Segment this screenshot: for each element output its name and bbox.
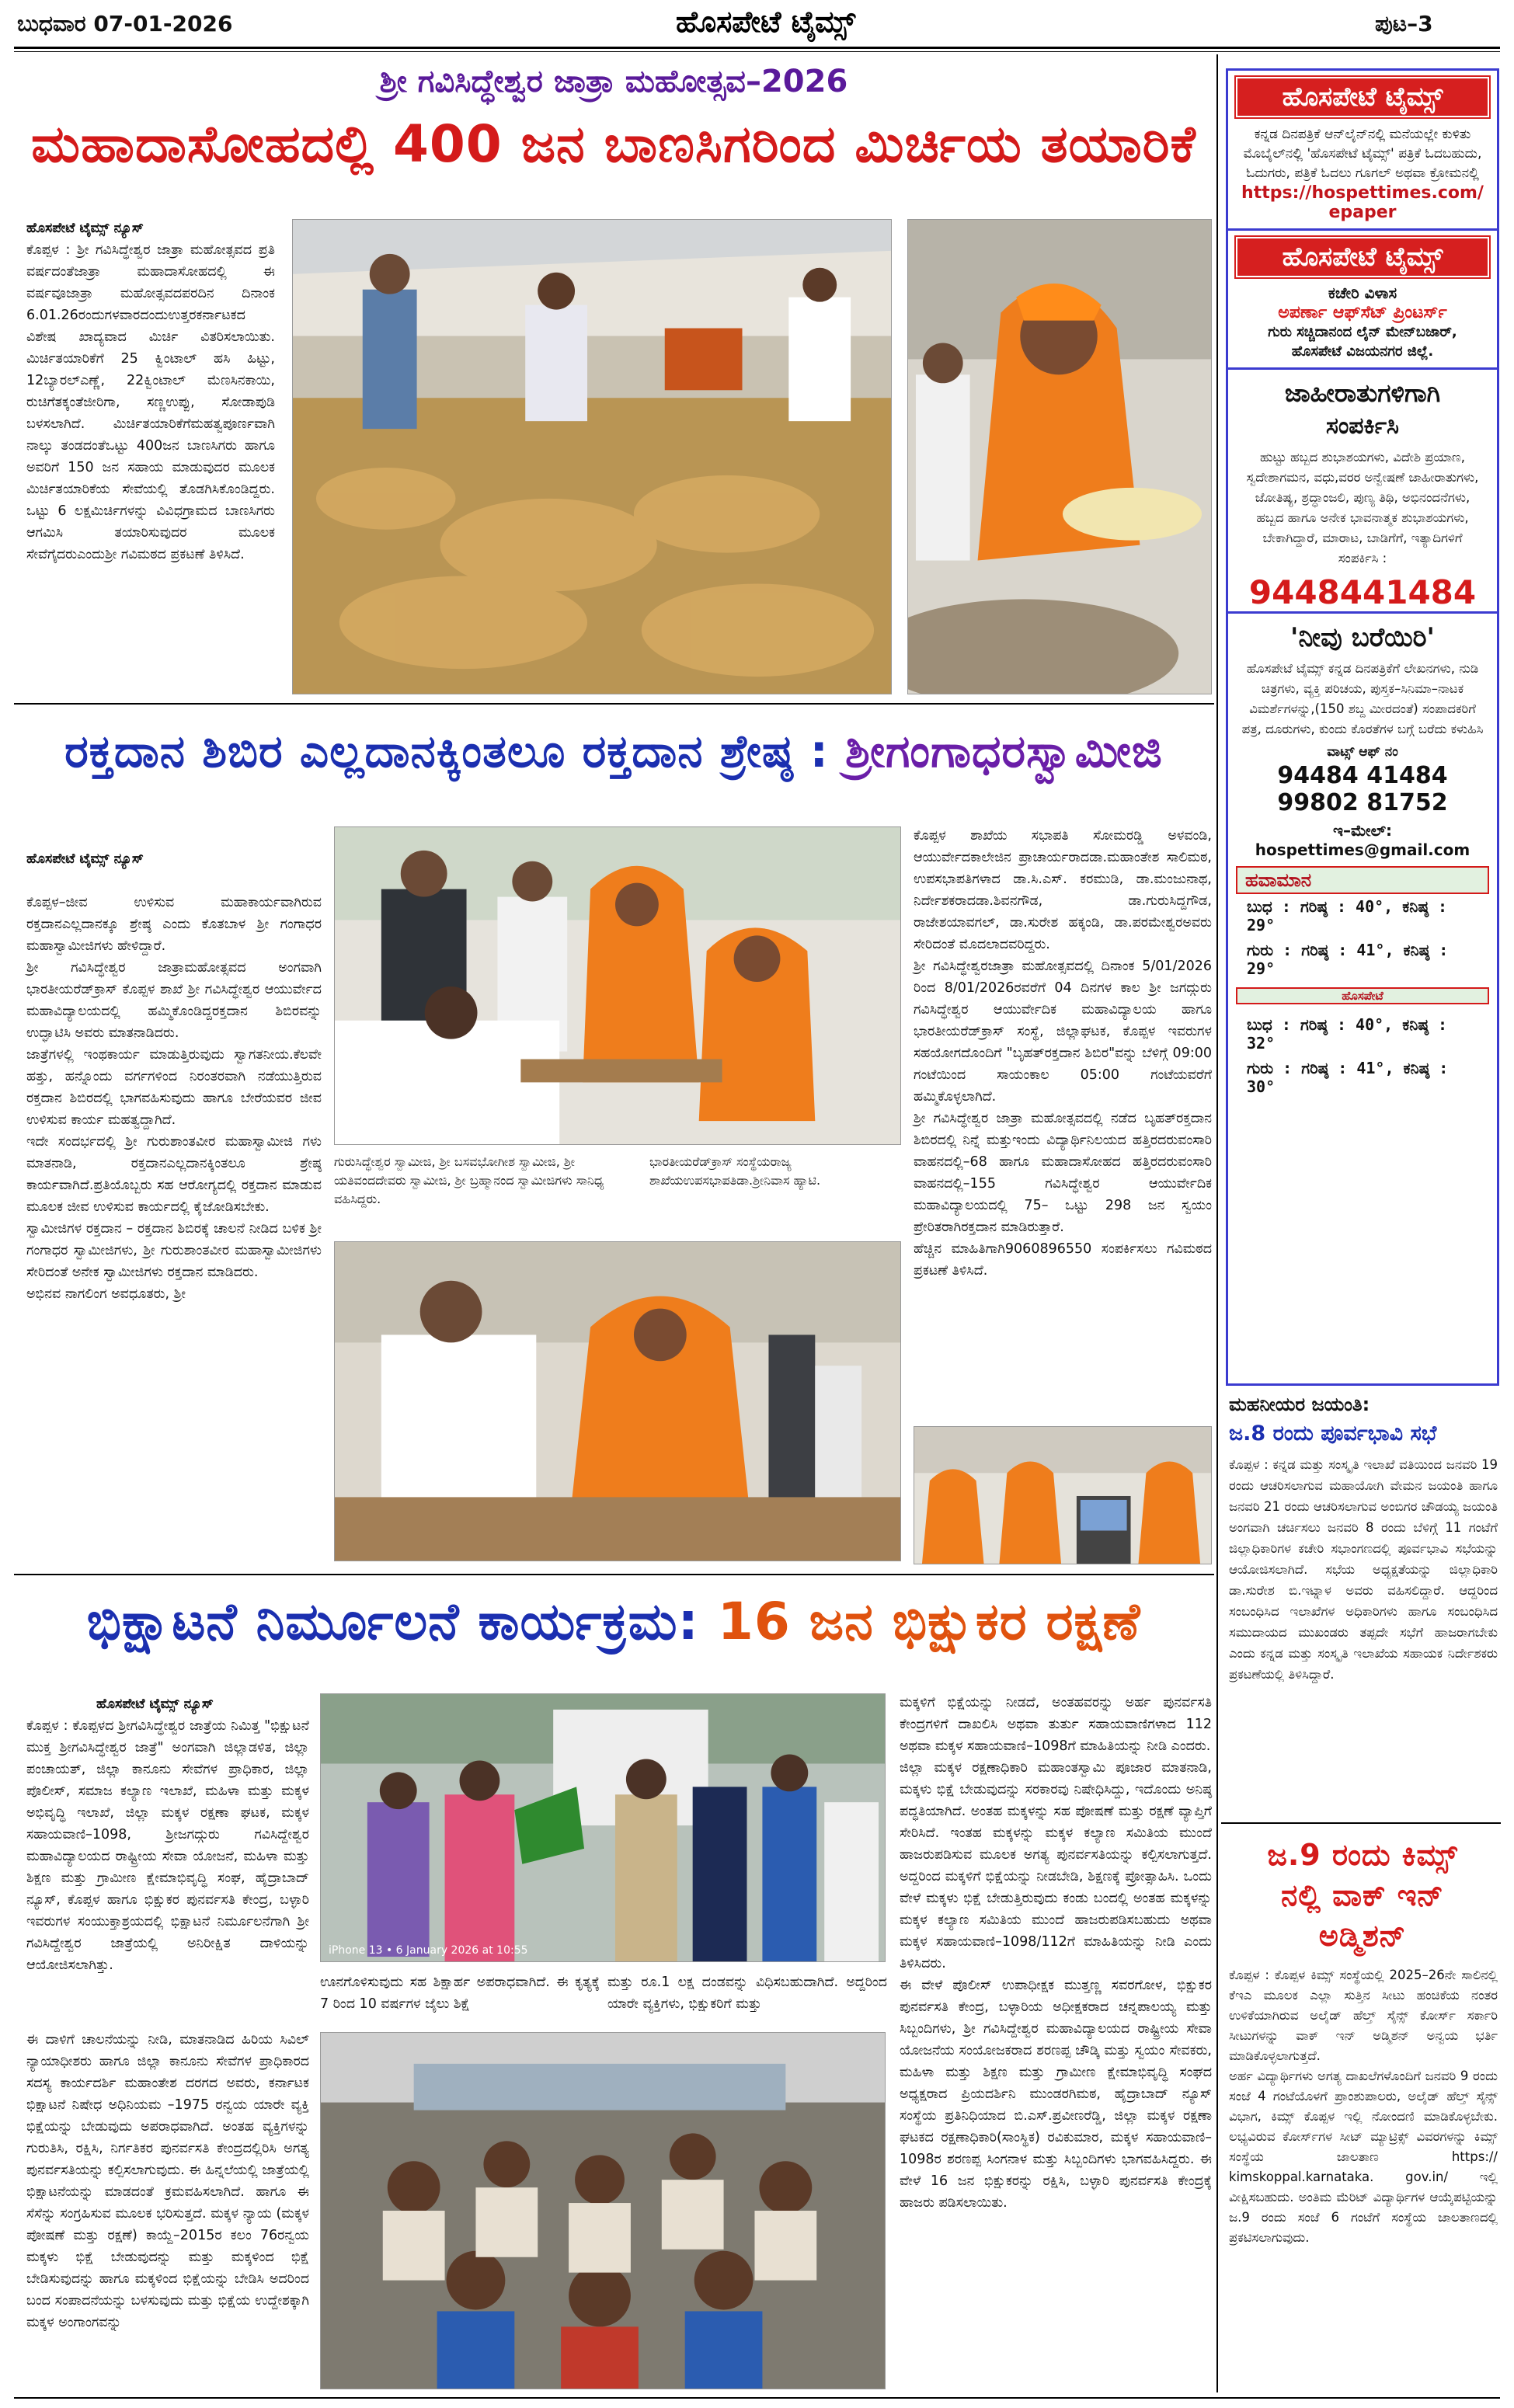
photo-blood-donation-3 [914, 1426, 1212, 1564]
story3-mid-left: ಊನಗೊಳಿಸುವುದು ಸಹ ಶಿಕ್ಷಾರ್ಹ ಅಪರಾಧವಾಗಿದೆ. ಈ ಕೃತ್ಯಕ್ಕೆ 7 ರಿಂದ 10 ವರ್ಷಗಳ ಜೈಲು ಶಿಕ್ಷೆ [320, 1975, 600, 2012]
epaper-link-suffix[interactable]: epaper [1328, 203, 1397, 222]
sidebar-online-text: ಕನ್ನಡ ದಿನಪತ್ರಿಕೆ ಆನ್‌ಲೈನ್‌ನಲ್ಲಿ ಮನೆಯಲ್ಲೇ ಕುಳಿತು ಮೊಬೈಲ್‌ನಲ್ಲಿ 'ಹೊಸಪೇಟೆ ಟೈಮ್ಸ್' ಪತ್ರಿಕೆ ಓದಬಹುದು, ಓದುಗರು, ಪತ್ರಿಕೆ ಓದಲು ಗೂಗಲ್ ಅಥವಾ ಕ್ರೋಮನಲ್ಲಿ [1243, 127, 1482, 181]
story3-byline: ಹೊಸಪೇಟೆ ಟೈಮ್ಸ್ ನ್ಯೂಸ್ [96, 1696, 214, 1712]
footer-rule [14, 2397, 1500, 2399]
brief1-kicker: ಮಹನೀಯರ ಜಯಂತಿ: [1229, 1394, 1370, 1415]
whatsapp-label: ವಾಟ್ಸ್ ಆಫ್ ನಂ [1327, 744, 1398, 760]
sidebar-logo-1: ಹೊಸಪೇಟೆ ಟೈಮ್ಸ್ [1236, 77, 1489, 117]
story2-caption1: ಗುರುಸಿದ್ಧೇಶ್ವರ ಸ್ವಾಮೀಜಿ, ಶ್ರೀ ಬಸವಭೋಗೀಶ ಸ್ವಾಮೀಜಿ, ಶ್ರೀ ಯತಿವಂದದೇವರು ಸ್ವಾಮೀಜಿ, ಶ್ರೀ ಬ್ರಹ್ಮಾನಂದ ಸ್ವಾಮೀಜಿಗಳು ಸಾನಿಧ್ಯ ವಹಿಸಿದ್ದರು. [334, 1154, 604, 1206]
story3-col1-top [26, 1693, 309, 1976]
page-number: ಪುಟ–3 [1375, 11, 1433, 37]
weather-row-thu-2: ಗುರು : ಗರಿಷ್ಠ : 41°, ಕನಿಷ್ಠ : 30° [1247, 1059, 1449, 1096]
photo-swamiji-serving [907, 219, 1212, 694]
weather-row-wed-2: ಬುಧ : ಗರಿಷ್ಠ : 40°, ಕನಿಷ್ಠ : 32° [1247, 1015, 1448, 1053]
story1-body [26, 217, 275, 565]
sidebar-panel [1226, 68, 1499, 1386]
write-to-us-title: 'ನೀವು ಬರೆಯಿರಿ' [1290, 622, 1435, 653]
whatsapp-phone-2[interactable]: 99802 81752 [1277, 789, 1448, 816]
brief1-title: ಜ.8 ರಂದು ಪೂರ್ವಭಾವಿ ಸಭೆ [1229, 1421, 1437, 1446]
story3-headline-number: 16 ಜನ ಭಿಕ್ಷುಕರ ರಕ್ಷಣೆ [717, 1592, 1141, 1651]
brief2-body: ಕೊಪ್ಪಳ : ಕೊಪ್ಪಳ ಕಿಮ್ಸ್ ಸಂಸ್ಥೆಯಲ್ಲಿ 2025–26ನೇ ಸಾಲಿನಲ್ಲಿ ಕೆಇಎ ಮೂಲಕ ಎಲ್ಲಾ ಸುತ್ತಿನ ಸೀಟು ಹಂಚಿಕೆಯ ನಂತರ ಉಳಿಕೆಯಾಗಿರುವ ಅಲೈಡ್ ಹೆಲ್ತ್ ಸೈನ್ಸ್ ಕೋರ್ಸ್ ಸರ್ಕಾರಿ ಸೀಟುಗಳನ್ನು ವಾಕ್ ಇನ್ ಅಡ್ಮಿಶನ್ ಅನ್ವಯ ಭರ್ತಿ ಮಾಡಿಕೊಳ್ಳಲಾಗುತ್ತದೆ. ಅರ್ಹ ವಿದ್ಯಾರ್ಥಿಗಳು ಅಗತ್ಯ ದಾಖಲೆಗಳೊಂದಿಗೆ ಜನವರಿ 9 ರಂದು ಸಂಜೆ 4 ಗಂಟೆಯೊಳಗೆ ಪ್ರಾಂಶುಪಾಲರು, ಅಲೈಡ್ ಹೆಲ್ತ್ ಸೈನ್ಸ್ ವಿಭಾಗ, ಕಿಮ್ಸ್ ಕೊಪ್ಪಳ ಇಲ್ಲಿ ನೋಂದಣಿ ಮಾಡಿಕೊಳ್ಳಬೇಕು. ಲಭ್ಯವಿರುವ ಕೋರ್ಸ್‌ಗಳ ಸೀಟ್ ಮ್ಯಾಟ್ರಿಕ್ಸ್ ವಿವರಗಳನ್ನು ಕಿಮ್ಸ್ ಸಂಸ್ಥೆಯ ಜಾಲತಾಣ https:// kimskoppal.karnataka. gov.in/ ಇಲ್ಲಿ ವೀಕ್ಷಿಸಬಹುದು. ಅಂತಿಮ ಮೆರಿಟ್ ವಿದ್ಯಾರ್ಥಿಗಳ ಆಯ್ಕೆಪಟ್ಟಿಯನ್ನು ಜ.9 ರಂದು ಸಂಜೆ 6 ಗಂಟೆಗೆ ಸಂಸ್ಥೆಯ ಜಾಲತಾಣದಲ್ಲಿ ಪ್ರಕಟಿಸಲಾಗುವುದು. [1229, 1968, 1498, 2245]
story2-headline [16, 727, 1212, 777]
weather-row-wed-1: ಬುಧ : ಗರಿಷ್ಠ : 40°, ಕನಿಷ್ಠ : 29° [1247, 897, 1448, 934]
photo-timestamp: iPhone 13 • 6 January 2026 at 10:55 [329, 1944, 528, 1957]
story3-col1-top-text: ಕೊಪ್ಪಳ : ಕೊಪ್ಪಳದ ಶ್ರೀಗವಿಸಿದ್ಧೇಶ್ವರ ಜಾತ್ರೆಯ ನಿಮಿತ್ತ "ಭಿಕ್ಷುಟನೆ ಮುಕ್ತ ಶ್ರೀಗವಿಸಿದ್ಧೇಶ್ವರ ಜಾತ್ರೆ" ಅಂಗವಾಗಿ ಜಿಲ್ಲಾಡಳಿತ, ಜಿಲ್ಲಾ ಪಂಚಾಯತ್, ಜಿಲ್ಲಾ ಕಾನೂನು ಸೇವೆಗಳ ಪ್ರಾಧಿಕಾರ, ಜಿಲ್ಲಾ ಪೊಲೀಸ್, ಸಮಾಜ ಕಲ್ಯಾಣ ಇಲಾಖೆ, ಮಹಿಳಾ ಮತ್ತು ಮಕ್ಕಳ ಅಭಿವೃದ್ಧಿ ಇಲಾಖೆ, ಜಿಲ್ಲಾ ಮಕ್ಕಳ ರಕ್ಷಣಾ ಘಟಕ, ಮಕ್ಕಳ ಸಹಾಯವಾಣಿ–1098, ಶ್ರೀಜಗದ್ಗುರು ಗವಿಸಿದ್ದೇಶ್ವರ ಮಹಾವಿದ್ಯಾಲಯದ ರಾಷ್ಟ್ರೀಯ ಸೇವಾ ಯೋಜನೆ, ಮಹಿಳಾ ಮತ್ತು ಶಿಕ್ಷಣ ಮತ್ತು ಗ್ರಾಮೀಣ ಕ್ಷೇಮಾಭಿವೃದ್ಧಿ ಸಂಘ, ಹೈದ್ರಾಬಾದ್ ನ್ಯೂಸ್, ಕೊಪ್ಪಳ ಹಾಗೂ ಭಿಕ್ಷುಕರ ಪುನರ್ವಸತಿ ಕೇಂದ್ರ, ಬಳ್ಳಾರಿ ಇವರುಗಳ ಸಂಯುಕ್ತಾಶ್ರಯದಲ್ಲಿ ಭಿಕ್ಷಾಟನೆ ನಿರ್ಮೂಲನೆಗಾಗಿ ಶ್ರೀ ಗವಿಸಿದ್ದೇಶ್ವರ ಜಾತ್ರೆಯಲ್ಲಿ ಅನಿರೀಕ್ಷಿತ ದಾಳಿಯನ್ನು ಆಯೋಜಿಸಲಾಗಿತ್ತು. [26, 1718, 309, 1973]
story2-headline-main: ರಕ್ತದಾನ ಶಿಬಿರ ಎಲ್ಲದಾನಕ್ಕಿಂತಲೂ ರಕ್ತದಾನ ಶ್ರೇಷ್ಠ : [64, 725, 845, 778]
story3-headline-main: ಭಿಕ್ಷಾಟನೆ ನಿರ್ಮೂಲನೆ ಕಾರ್ಯಕ್ರಮ: [86, 1592, 718, 1651]
story3-col2: ಮಕ್ಕಳಿಗೆ ಭಿಕ್ಷೆಯನ್ನು ನೀಡದೆ, ಅಂತಹವರನ್ನು ಅರ್ಹ ಪುನರ್ವಸತಿ ಕೇಂದ್ರಗಳಿಗೆ ದಾಖಲಿಸಿ ಅಥವಾ ತುರ್ತು ಸಹಾಯವಾಣಿಗಳಾದ 112 ಅಥವಾ ಮಕ್ಕಳ ಸಹಾಯವಾಣಿ–1098ಗೆ ಮಾಹಿತಿಯನ್ನು ನೀಡಿ ಎಂದರು. ಜಿಲ್ಲಾ ಮಕ್ಕಳ ರಕ್ಷಣಾಧಿಕಾರಿ ಮಹಾಂತಸ್ವಾಮಿ ಪೂಜಾರ ಮಾತನಾಡಿ, ಮಕ್ಕಳು ಭಿಕ್ಷೆ ಬೇಡುವುದನ್ನು ಸರಕಾರವು ನಿಷೇಧಿಸಿದ್ದು, ಇದೊಂದು ಅನಿಷ್ಠ ಪದ್ಧತಿಯಾಗಿದೆ. ಅಂತಹ ಮಕ್ಕಳನ್ನು ಸಹ ಪೋಷಣೆ ಮತ್ತು ರಕ್ಷಣೆ ವ್ಯಾಪ್ತಿಗೆ ಸೇರಿಸಿದೆ. ಇಂತಹ ಮಕ್ಕಳನ್ನು ಮಕ್ಕಳ ಕಲ್ಯಾಣ ಸಮಿತಿಯ ಮುಂದೆ ಹಾಜರುಪಡಿಸುವ ಮೂಲಕ ಅಗತ್ಯ ಪುನರ್ವಸತಿಯನ್ನು ಕಲ್ಪಿಸಲಾಗುತ್ತದೆ. ಅದ್ದರಿಂದ ಮಕ್ಕಳಿಗೆ ಭಿಕ್ಷೆಯನ್ನು ನೀಡಬೇಡಿ, ಶಿಕ್ಷಣಕ್ಕೆ ಪ್ರೋತ್ಸಾಹಿಸಿ. ಒಂದು ವೇಳೆ ಮಕ್ಕಳು ಭಿಕ್ಷೆ ಬೇಡುತ್ತಿರುವುದು ಕಂಡು ಬಂದಲ್ಲಿ ಅಂತಹ ಮಕ್ಕಳನ್ನು ಮಕ್ಕಳ ಕಲ್ಯಾಣ ಸಮಿತಿಯ ಮುಂದೆ ಹಾಜರುಪಡಿಸಬಹುದು ಅಥವಾ ಮಕ್ಕಳ ಸಹಾಯವಾಣಿ–1098/112ಗೆ ಮಾಹಿತಿಯನ್ನು ನೀಡಿ ಎಂದು ತಿಳಿಸಿದರು. ಈ ವೇಳೆ ಪೊಲೀಸ್ ಉಪಾಧೀಕ್ಷಕ ಮುತ್ತಣ್ಣ ಸವರಗೋಳ, ಭಿಕ್ಷುಕರ ಪುನರ್ವಸತಿ ಕೇಂದ್ರ, ಬಳ್ಳಾರಿಯ ಅಧೀಕ್ಷಕರಾದ ಚನ್ನಪಾಲಯ್ಯ ಮತ್ತು ಸಿಬ್ಬಂದಿಗಳು, ಶ್ರೀ ಗವಿಸಿದ್ದೇಶ್ವರ ಮಹಾವಿದ್ಯಾಲಯದ ರಾಷ್ಟ್ರೀಯ ಸೇವಾ ಯೋಜನೆಯ ಸಂಯೋಜಕರಾದ ಶರಣಪ್ಪ ಚೌಡ್ಕಿ ಮತ್ತು ಸ್ವಯಂ ಸೇವಕರು, ಮಹಿಳಾ ಮತ್ತು ಶಿಕ್ಷಣ ಮತ್ತು ಗ್ರಾಮೀಣ ಕ್ಷೇಮಾಭಿವೃದ್ಧಿ ಸಂಘದ ಅಧ್ಯಕ್ಷರಾದ ಪ್ರಿಯದರ್ಶಿನಿ ಮುಂಡರಗಿಮಠ, ಹೈದ್ರಾಬಾದ್ ನ್ಯೂಸ್ ಸಂಸ್ಥೆಯ ಪ್ರತಿನಿಧಿಯಾದ ಬಿ.ಎಸ್.ಪ್ರವೀಣರೆಡ್ಡಿ, ಜಿಲ್ಲಾ ಮಕ್ಕಳ ರಕ್ಷಣಾ ಘಟಕದ ರಕ್ಷಣಾಧಿಕಾರಿ(ಸಾಂಸ್ಥಿಕ) ರವಿಕುಮಾರ, ಮಕ್ಕಳ ಸಹಾಯವಾಣಿ–1098ರ ಶರಣಪ್ಪ ಸಿಂಗನಾಳ ಮತ್ತು ಸಿಬ್ಬಂದಿಗಳು ಭಾಗವಹಿಸಿದ್ದರು. ಈ ವೇಳೆ 16 ಜನ ಭಿಕ್ಷುಕರನ್ನು ರಕ್ಷಿಸಿ, ಬಳ್ಳಾರಿ ಪುನರ್ವಸತಿ ಕೇಂದ್ರಕ್ಕೆ ಹಾಜರು ಪಡಿಸಲಾಯಿತು. [900, 1695, 1212, 2211]
weather-city: ಹೊಸಪೇಟೆ [1236, 987, 1489, 1004]
story2-caption2: ಭಾರತೀಯರೆಡ್‌ಕ್ರಾಸ್ ಸಂಸ್ಥೆಯರಾಜ್ಯ ಶಾಖೆಯಉಪಸಭಾಪತಿಡಾ.ಶ್ರೀನಿವಾಸ ಹ್ಯಾಟಿ. [649, 1154, 821, 1188]
story1-headline: ಮಹಾದಾಸೋಹದಲ್ಲಿ 400 ಜನ ಬಾಣಸಿಗರಿಂದ ಮಿರ್ಚಿಯ ತಯಾರಿಕೆ [31, 114, 1196, 174]
ads-title-contact: ಸಂಪರ್ಕಿಸಿ [1326, 412, 1399, 440]
brief-rule [1221, 1822, 1501, 1824]
story3-mid-right: ಮತ್ತು ರೂ.1 ಲಕ್ಷ ದಂಡವನ್ನು ವಿಧಿಸಬಹುದಾಗಿದೆ. ಅದ್ದರಿಂದ ಯಾರೇ ವ್ಯಕ್ತಿಗಳು, ಭಿಕ್ಷುಕರಿಗೆ ಮತ್ತು [607, 1975, 887, 2012]
write-to-us-text: ಹೊಸಪೇಟೆ ಟೈಮ್ಸ್ ಕನ್ನಡ ದಿನಪತ್ರಿಕೆಗೆ ಲೇಖನಗಳು, ನುಡಿ ಚಿತ್ರಗಳು, ವ್ಯಕ್ತಿ ಪರಿಚಯ, ಪುಸ್ತಕ–ಸಿನಿಮಾ–ನಾಟಕ ವಿಮರ್ಶೆಗಳನ್ನು,(150 ಶಬ್ದ ಮೀರದಂತೆ) ಸಂಪಾದಕರಿಗೆ ಪತ್ರ, ದೂರುಗಳು, ಕುಂದು ಕೊರತೆಗಳ ಬಗ್ಗೆ ಬರೆದು ಕಳುಹಿಸಿ [1241, 661, 1484, 736]
brief2-title [1226, 1835, 1499, 1956]
ads-title: ಜಾಹೀರಾತುಗಳಿಗಾಗಿ [1284, 378, 1441, 408]
issue-date: ಬುಧವಾರ 07-01-2026 [17, 11, 233, 37]
photo-mirchi-preparation [292, 219, 892, 694]
weather-row-thu-1: ಗುರು : ಗರಿಷ್ಠ : 41°, ಕನಿಷ್ಠ : 29° [1247, 941, 1449, 978]
masthead-title: ಹೊಸಪೇಟೆ ಟೈಮ್ಸ್ [676, 5, 856, 39]
brief1-body: ಕೊಪ್ಪಳ : ಕನ್ನಡ ಮತ್ತು ಸಂಸ್ಕೃತಿ ಇಲಾಖೆ ವತಿಯಿಂದ ಜನವರಿ 19 ರಂದು ಆಚರಿಸಲಾಗುವ ಮಹಾಯೋಗಿ ವೇಮನ ಜಯಂತಿ ಹಾಗೂ ಜನವರಿ 21 ರಂದು ಆಚರಿಸಲಾಗುವ ಅಂಬಿಗರ ಚೌಡಯ್ಯ ಜಯಂತಿ ಅಂಗವಾಗಿ ಚರ್ಚಿಸಲು ಜನವರಿ 8 ರಂದು ಬೆಳಿಗ್ಗೆ 11 ಗಂಟೆಗೆ ಜಿಲ್ಲಾಧಿಕಾರಿಗಳ ಕಚೇರಿ ಸಭಾಂಗಣದಲ್ಲಿ ಪೂರ್ವಭಾವಿ ಸಭೆಯನ್ನು ಆಯೋಜಿಸಲಾಗಿದೆ. ಸಭೆಯ ಅಧ್ಯಕ್ಷತೆಯನ್ನು ಜಿಲ್ಲಾಧಿಕಾರಿ ಡಾ.ಸುರೇಶ ಬಿ.ಇಟ್ನಾಳ ಅವರು ವಹಿಸಲಿದ್ದಾರೆ. ಆದ್ದರಿಂದ ಸಂಬಂಧಿಸಿದ ಇಲಾಖೆಗಳ ಅಧಿಕಾರಿಗಳು ಹಾಗೂ ಸಂಬಂಧಿಸಿದ ಸಮುದಾಯದ ಮುಖಂಡರು ತಪ್ಪದೇ ಸಭೆಗೆ ಹಾಜರಾಗಬೇಕು ಎಂದು ಕನ್ನಡ ಮತ್ತು ಸಂಸ್ಕೃತಿ ಇಲಾಖೆಯ ಸಹಾಯಕ ನಿರ್ದೇಶಕರು ಪ್ರಕಟಣೆಯಲ್ಲಿ ತಿಳಿಸಿದ್ದಾರೆ. [1229, 1457, 1498, 1682]
ads-phone[interactable]: 9448441484 [1248, 573, 1477, 611]
photo-blood-donation-1 [334, 826, 901, 1145]
sidebar-separator [1216, 54, 1218, 2392]
story1-kicker: ಶ್ರೀ ಗವಿಸಿದ್ಧೇಶ್ವರ ಜಾತ್ರಾ ಮಹೋತ್ಸವ–2026 [379, 64, 848, 99]
office-address: ಗುರು ಸಚ್ಚಿದಾನಂದ ಲೈನ್ ಮೇನ್‌ಬಜಾರ್, ಹೊಸಪೇಟೆ ವಿಜಯನಗರ ಜಿಲ್ಲೆ. [1268, 324, 1457, 360]
story2-col1-text: ಕೊಪ್ಪಳ–ಜೀವ ಉಳಿಸುವ ಮಹಾಕಾರ್ಯವಾಗಿರುವ ರಕ್ತದಾನಎಲ್ಲದಾನಕ್ಕೂ ಶ್ರೇಷ್ಠ ಎಂದು ಕೊತಬಾಳ ಶ್ರೀ ಗಂಗಾಧರ ಮಹಾಸ್ವಾಮೀಜಿಗಳು ಹೇಳಿದ್ದಾರೆ. ಶ್ರೀ ಗವಿಸಿದ್ಧೇಶ್ವರ ಜಾತ್ರಾಮಹೋತ್ಸವದ ಅಂಗವಾಗಿ ಭಾರತೀಯರೆಡ್‌ಕ್ರಾಸ್ ಕೊಪ್ಪಳ ಶಾಖೆ ಶ್ರೀ ಗವಿಸಿದ್ಧೇಶ್ವರ ಆಯುರ್ವೇದ ಮಹಾವಿದ್ಯಾಲಯದಲ್ಲಿ ಹಮ್ಮಿಕೊಂಡಿದ್ದರಕ್ತದಾನ ಶಿಬಿರವನ್ನು ಉದ್ಘಾಟಿಸಿ ಅವರು ಮಾತನಾಡಿದರು. ಜಾತ್ರೆಗಳಲ್ಲಿ ಇಂಥಕಾರ್ಯ ಮಾಡುತ್ತಿರುವುದು ಸ್ವಾಗತನೀಯ.ಕೆಲವೇ ಹತ್ತು, ಹನ್ನೊಂದು ವರ್ಗಗಳಿಂದ ನಿರಂತರವಾಗಿ ನಡೆಯುತ್ತಿರುವ ರಕ್ತದಾನ ಶಿಬಿರದಲ್ಲಿ ಭಾಗವಹಿಸುವುದು ಹಾಗೂ ಬೇರೆಯವರ ಜೀವ ಉಳಿಸುವ ಕಾರ್ಯ ಮಹತ್ವದ್ದಾಗಿದೆ. ಇದೇ ಸಂದರ್ಭದಲ್ಲಿ ಶ್ರೀ ಗುರುಶಾಂತವೀರ ಮಹಾಸ್ವಾಮೀಜಿ ಗಳು ಮಾತನಾಡಿ, ರಕ್ತದಾನಎಲ್ಲದಾನಕ್ಕಿಂತಲೂ ಶ್ರೇಷ್ಠ ಕಾರ್ಯವಾಗಿದೆ.ಪ್ರತಿಯೊಬ್ಬರು ಸಹ ಆರೋಗ್ಯದಲ್ಲಿ ರಕ್ತದಾನ ಮಾಡುವ ಮೂಲಕ ಜೀವ ಉಳಿಸುವ ಕಾರ್ಯದಲ್ಲಿ ಕೈಜೋಡಿಸಬೇಕು. ಸ್ವಾಮೀಜಿಗಳ ರಕ್ತದಾನ – ರಕ್ತದಾನ ಶಿಬಿರಕ್ಕೆ ಚಾಲನೆ ನೀಡಿದ ಬಳಿಕ ಶ್ರೀ ಗಂಗಾಧರ ಸ್ವಾಮೀಜಿಗಳು, ಶ್ರೀ ಗುರುಶಾಂತವೀರ ಮಹಾಸ್ವಾಮೀಜಿಗಳು ಸೇರಿದಂತೆ ಅನೇಕ ಸ್ವಾಮೀಜಿಗಳು ರಕ್ತದಾನ ಮಾಡಿದರು. ಅಭಿನವ ನಾಗಲಿಂಗ ಅವಧೂತರು, ಶ್ರೀ [26, 895, 322, 1302]
story2-rule [14, 1574, 1214, 1575]
story1-rule [14, 703, 1214, 705]
masthead-rule [14, 47, 1500, 49]
story1-text: ಕೊಪ್ಪಳ : ಶ್ರೀ ಗವಿಸಿದ್ಧೇಶ್ವರ ಜಾತ್ರಾ ಮಹೋತ್ಸವದ ಪ್ರತಿ ವರ್ಷದಂತೆಜಾತ್ರಾ ಮಹಾದಾಸೋಹದಲ್ಲಿ ಈ ವರ್ಷವೂಜಾತ್ರಾ ಮಹೋತ್ಸವದಪರದಿನ ದಿನಾಂಕ 6.01.26ರಂದುಗಳವಾರದಂದುಉತ್ತರಕರ್ನಾಟಕದ ವಿಶೇಷ ಖಾದ್ಯವಾದ ಮಿರ್ಚಿ ವಿತರಿಸಲಾಯಿತು. ಮಿರ್ಚಿತಯಾರಿಕೆಗೆ 25 ಕ್ವಿಂಟಾಲ್ ಹಸಿ ಹಿಟ್ಟು, 12ಬ್ಯಾರಲ್ಎಣ್ಣೆ, 22ಕ್ವಿಂಟಾಲ್ ಮೆಣಸಿನಕಾಯಿ, ರುಚಿಗೆತಕ್ಕಂತೆಜೀರಿಗಾ, ಸಣ್ಣಉಪ್ಪು, ಸೋಡಾಪುಡಿ ಬಳಸಲಾಗಿದೆ. ಮಿರ್ಚಿತಯಾರಿಕೆಗೆಮಹತ್ವಪೂರ್ಣವಾಗಿ ನಾಲ್ಕು ತಂಡದಂತೆಒಟ್ಟು 400ಜನ ಬಾಣಸಿಗರು ಹಾಗೂ ಅವರಿಗೆ 150 ಜನ ಸಹಾಯ ಮಾಡುವುದರ ಮೂಲಕ ಮಿರ್ಚಿತಯಾರಿಕೆಯ ಸೇವೆಯಲ್ಲಿ ತೊಡಗಿಸಿಕೊಂಡಿದ್ದರು. ಒಟ್ಟು 6 ಲಕ್ಷಮಿರ್ಚಿಗಳನ್ನು ವಿವಿಧಗ್ರಾಮದ ಬಾಣಸಿಗರು ಆಗಮಿಸಿ ತಯಾರಿಸುವುದರ ಮೂಲಕ ಸೇವೆಗೈದರುಎಂದುಶ್ರೀ ಗವಿಮಠದ ಪ್ರಕಟಣೆ ತಿಳಿಸಿದೆ. [26, 242, 275, 562]
story2-byline: ಹೊಸಪೇಟೆ ಟೈಮ್ಸ್ ನ್ಯೂಸ್ [26, 851, 144, 867]
story2-col1 [26, 826, 322, 1327]
story3-headline [16, 1594, 1212, 1651]
story1-byline: ಹೊಸಪೇಟೆ ಟೈಮ್ಸ್ ನ್ಯೂಸ್ [26, 221, 144, 236]
sidebar-logo-2: ಹೊಸಪೇಟೆ ಟೈಮ್ಸ್ [1236, 237, 1489, 277]
contact-email[interactable]: ಇ–ಮೇಲ್: hospettimes@gmail.com [1255, 821, 1470, 859]
whatsapp-phone-1[interactable]: 94484 41484 [1277, 762, 1448, 789]
story2-headline-speaker: ಶ್ರೀಗಂಗಾಧರಸ್ವಾಮೀಜಿ [844, 725, 1163, 778]
photo-blood-donation-2 [334, 1241, 901, 1561]
office-address-label: ಕಚೇರಿ ವಿಳಾಸ [1328, 284, 1397, 302]
photo-rescued-in-van [320, 2032, 886, 2389]
brief2-title-line1: ಜ.9 ರಂದು ಕಿಮ್ಸ್ [1267, 1838, 1458, 1872]
photo-flag-off-drive [320, 1693, 886, 1962]
brief2-title-line3: ಅಡ್ಮಿಶನ್ [1318, 1919, 1407, 1953]
brief2-title-line2: ನಲ್ಲಿ ವಾಕ್ ಇನ್ [1281, 1878, 1444, 1912]
weather-title: ಹವಾಮಾನ [1236, 866, 1489, 894]
masthead-rule-thin [14, 51, 1500, 52]
story2-col2: ಕೊಪ್ಪಳ ಶಾಖೆಯ ಸಭಾಪತಿ ಸೋಮರಡ್ಡಿ ಅಳವಂಡಿ, ಆಯುರ್ವೇದಕಾಲೇಜಿನ ಪ್ರಾಚಾರ್ಯರಾದಡಾ.ಮಹಾಂತೇಶ ಸಾಲಿಮಠ, ಉಪಸಭಾಪತಿಗಳಾದ ಡಾ.ಸಿ.ಎಸ್. ಕರಮುಡಿ, ಡಾ.ಮಂಜುನಾಥ, ನಿರ್ದೇಶಕರಾದಡಾ.ಶಿವನಗೌಡ, ಡಾ.ಗುರುಸಿದ್ದಗೌಡ, ರಾಜೇಶಯಾವಗಲ್, ಡಾ.ಸುರೇಶ ಹಕ್ಕಂಡಿ, ಡಾ.ಪರಮೇಶ್ವರಅವರು ಸೇರಿದಂತೆ ಮೊದಲಾದವರಿದ್ದರು. ಶ್ರೀ ಗವಿಸಿದ್ಧೇಶ್ವರಜಾತ್ರಾ ಮಹೋತ್ಸವದಲ್ಲಿ ದಿನಾಂಕ 5/01/2026 ರಿಂದ 8/01/2026ರವರೆಗೆ 04 ದಿನಗಳ ಕಾಲ ಶ್ರೀ ಜಗದ್ಗುರು ಗವಿಸಿದ್ಧೇಶ್ವರ ಆಯುರ್ವೇದಿಕ ಮಹಾವಿದ್ಯಾಲಯ ಹಾಗೂ ಭಾರತೀಯರೆಡ್‌ಕ್ರಾಸ್ ಸಂಸ್ಥೆ, ಜಿಲ್ಲಾಘಟಕ, ಕೊಪ್ಪಳ ಇವರುಗಳ ಸಹಯೋಗದೊಂದಿಗೆ "ಬೃಹತ್‌ರಕ್ತದಾನ ಶಿಬಿರ"ವನ್ನು ಬೆಳಿಗ್ಗೆ 09:00 ಗಂಟೆಯಿಂದ ಸಾಯಂಕಾಲ 05:00 ಗಂಟೆಯವರೆಗೆ ಹಮ್ಮಿಕೊಳ್ಳಲಾಗಿದೆ. ಶ್ರೀ ಗವಿಸಿದ್ಧೇಶ್ವರ ಜಾತ್ರಾ ಮಹೋತ್ಸವದಲ್ಲಿ ನಡೆದ ಬೃಹತ್‌ರಕ್ತದಾನ ಶಿಬಿರದಲ್ಲಿ ನಿನ್ನೆ ಮತ್ತುಇಂದು ವಿದ್ಯಾರ್ಥಿನಿಲಯದ ಹತ್ತಿರದರುವಂಸಾರಿ ವಾಹನದಲ್ಲಿ–68 ಹಾಗೂ ಮಹಾದಾಸೋಹದ ಹತ್ತಿರದರುವಂಸಾರಿ ವಾಹನದಲ್ಲಿ–155 ಗವಿಸಿದ್ಧೇಶ್ವರ ಆಯುರ್ವೇದಿಕ ಮಹಾವಿದ್ಯಾಲಯದಲ್ಲಿ 75– ಒಟ್ಟು 298 ಜನ ಸ್ವಯಂ ಪ್ರೇರಿತರಾಗಿರಕ್ತದಾನ ಮಾಡಿರುತ್ತಾರೆ. ಹೆಚ್ಚಿನ ಮಾಹಿತಿಗಾಗಿ9060896550 ಸಂಪರ್ಕಿಸಲು ಗವಿಮಠದ ಪ್ರಕಟಣೆ ತಿಳಿಸಿದೆ. [914, 828, 1212, 1279]
ads-description: ಹುಟ್ಟು ಹಬ್ಬದ ಶುಭಾಶಯಗಳು, ವಿದೇಶಿ ಪ್ರಯಾಣ, ಸ್ವದೇಶಾಗಮನ, ವಧು,ವರರ ಅನ್ವೇಷಣೆ ಜಾಹೀರಾತುಗಳು, ಜೋತಿಷ್ಯ, ಶ್ರದ್ಧಾಂಜಲಿ, ಪುಣ್ಯ ತಿಥಿ, ಅಭಿನಂದನೆಗಳು, ಹಬ್ಬದ ಹಾಗೂ ಅನೇಕ ಭಾವನಾತ್ಮಕ ಶುಭಾಶಯಗಳು, ಬೇಕಾಗಿದ್ದಾರೆ, ಮಾರಾಟ, ಬಾಡಿಗೆಗೆ, ಇತ್ಯಾದಿಗಳಿಗೆ ಸಂಪರ್ಕಿಸಿ : [1246, 450, 1479, 565]
printer-name: ಅಪರ್ಣಾ ಆಫ್‌ಸೆಟ್ ಪ್ರಿಂಟರ್ಸ್ [1278, 303, 1447, 322]
epaper-link[interactable]: https://hospettimes.com/ [1241, 183, 1484, 203]
story3-col1-bottom: ಈ ದಾಳಿಗೆ ಚಾಲನೆಯನ್ನು ನೀಡಿ, ಮಾತನಾಡಿದ ಹಿರಿಯ ಸಿವಿಲ್ ನ್ಯಾಯಾಧೀಶರು ಹಾಗೂ ಜಿಲ್ಲಾ ಕಾನೂನು ಸೇವೆಗಳ ಪ್ರಾಧಿಕಾರದ ಸದಸ್ಯ ಕಾರ್ಯದರ್ಶಿ ಮಹಾಂತೇಶ ದರಗದ ಅವರು, ಕರ್ನಾಟಕ ಭಿಕ್ಷಾಟನೆ ನಿಷೇಧ ಅಧಿನಿಯಮ –1975 ರನ್ವಯ ಯಾರೇ ವ್ಯಕ್ತಿ ಭಿಕ್ಷೆಯನ್ನು ಬೇಡುವುದು ಅಪರಾಧವಾಗಿದೆ. ಅಂತಹ ವ್ಯಕ್ತಿಗಳನ್ನು ಗುರುತಿಸಿ, ರಕ್ಷಿಸಿ, ನಿರ್ಗತಿಕರ ಪುನರ್ವಸತಿ ಕೇಂದ್ರದಲ್ಲಿರಿಸಿ ಅಗತ್ಯ ಪುನರ್ವಸತಿಯನ್ನು ಕಲ್ಪಿಸಲಾಗುವುದು. ಈ ಹಿನ್ನಲೆಯಲ್ಲಿ ಜಾತ್ರೆಯಲ್ಲಿ ಭಿಕ್ಷಾಟನೆಯನ್ನು ಮಾಡದಂತೆ ಕ್ರಮವಹಿಸಲಾಗಿದೆ. ಹಾಗೂ ಈ ಸೆಸೆನ್ನು ಸಂಗ್ರಹಿಸುವ ಮೂಲಕ ಭರಿಸುತ್ತದೆ. ಮಕ್ಕಳ ನ್ಯಾಯ (ಮಕ್ಕಳ ಪೋಷಣೆ ಮತ್ತು ರಕ್ಷಣೆ) ಕಾಯ್ದೆ–2015ರ ಕಲಂ 76ರನ್ವಯ ಮಕ್ಕಳು ಭಿಕ್ಷೆ ಬೇಡುವುದನ್ನು ಮತ್ತು ಮಕ್ಕಳಿಂದ ಭಿಕ್ಷೆ ಬೇಡಿಸುವುದನ್ನು ಹಾಗೂ ಮಕ್ಕಳಿಂದ ಭಿಕ್ಷೆಯನ್ನು ಬೇಡಿಸಿ ಅದರಿಂದ ಬಂದ ಸಂಪಾದನೆಯನ್ನು ಬಳಸುವುದು ಮತ್ತು ಭಿಕ್ಷೆಯ ಉದ್ದೇಶಕ್ಕಾಗಿ ಮಕ್ಕಳ ಅಂಗಾಂಗವನ್ನು [26, 2032, 309, 2330]
